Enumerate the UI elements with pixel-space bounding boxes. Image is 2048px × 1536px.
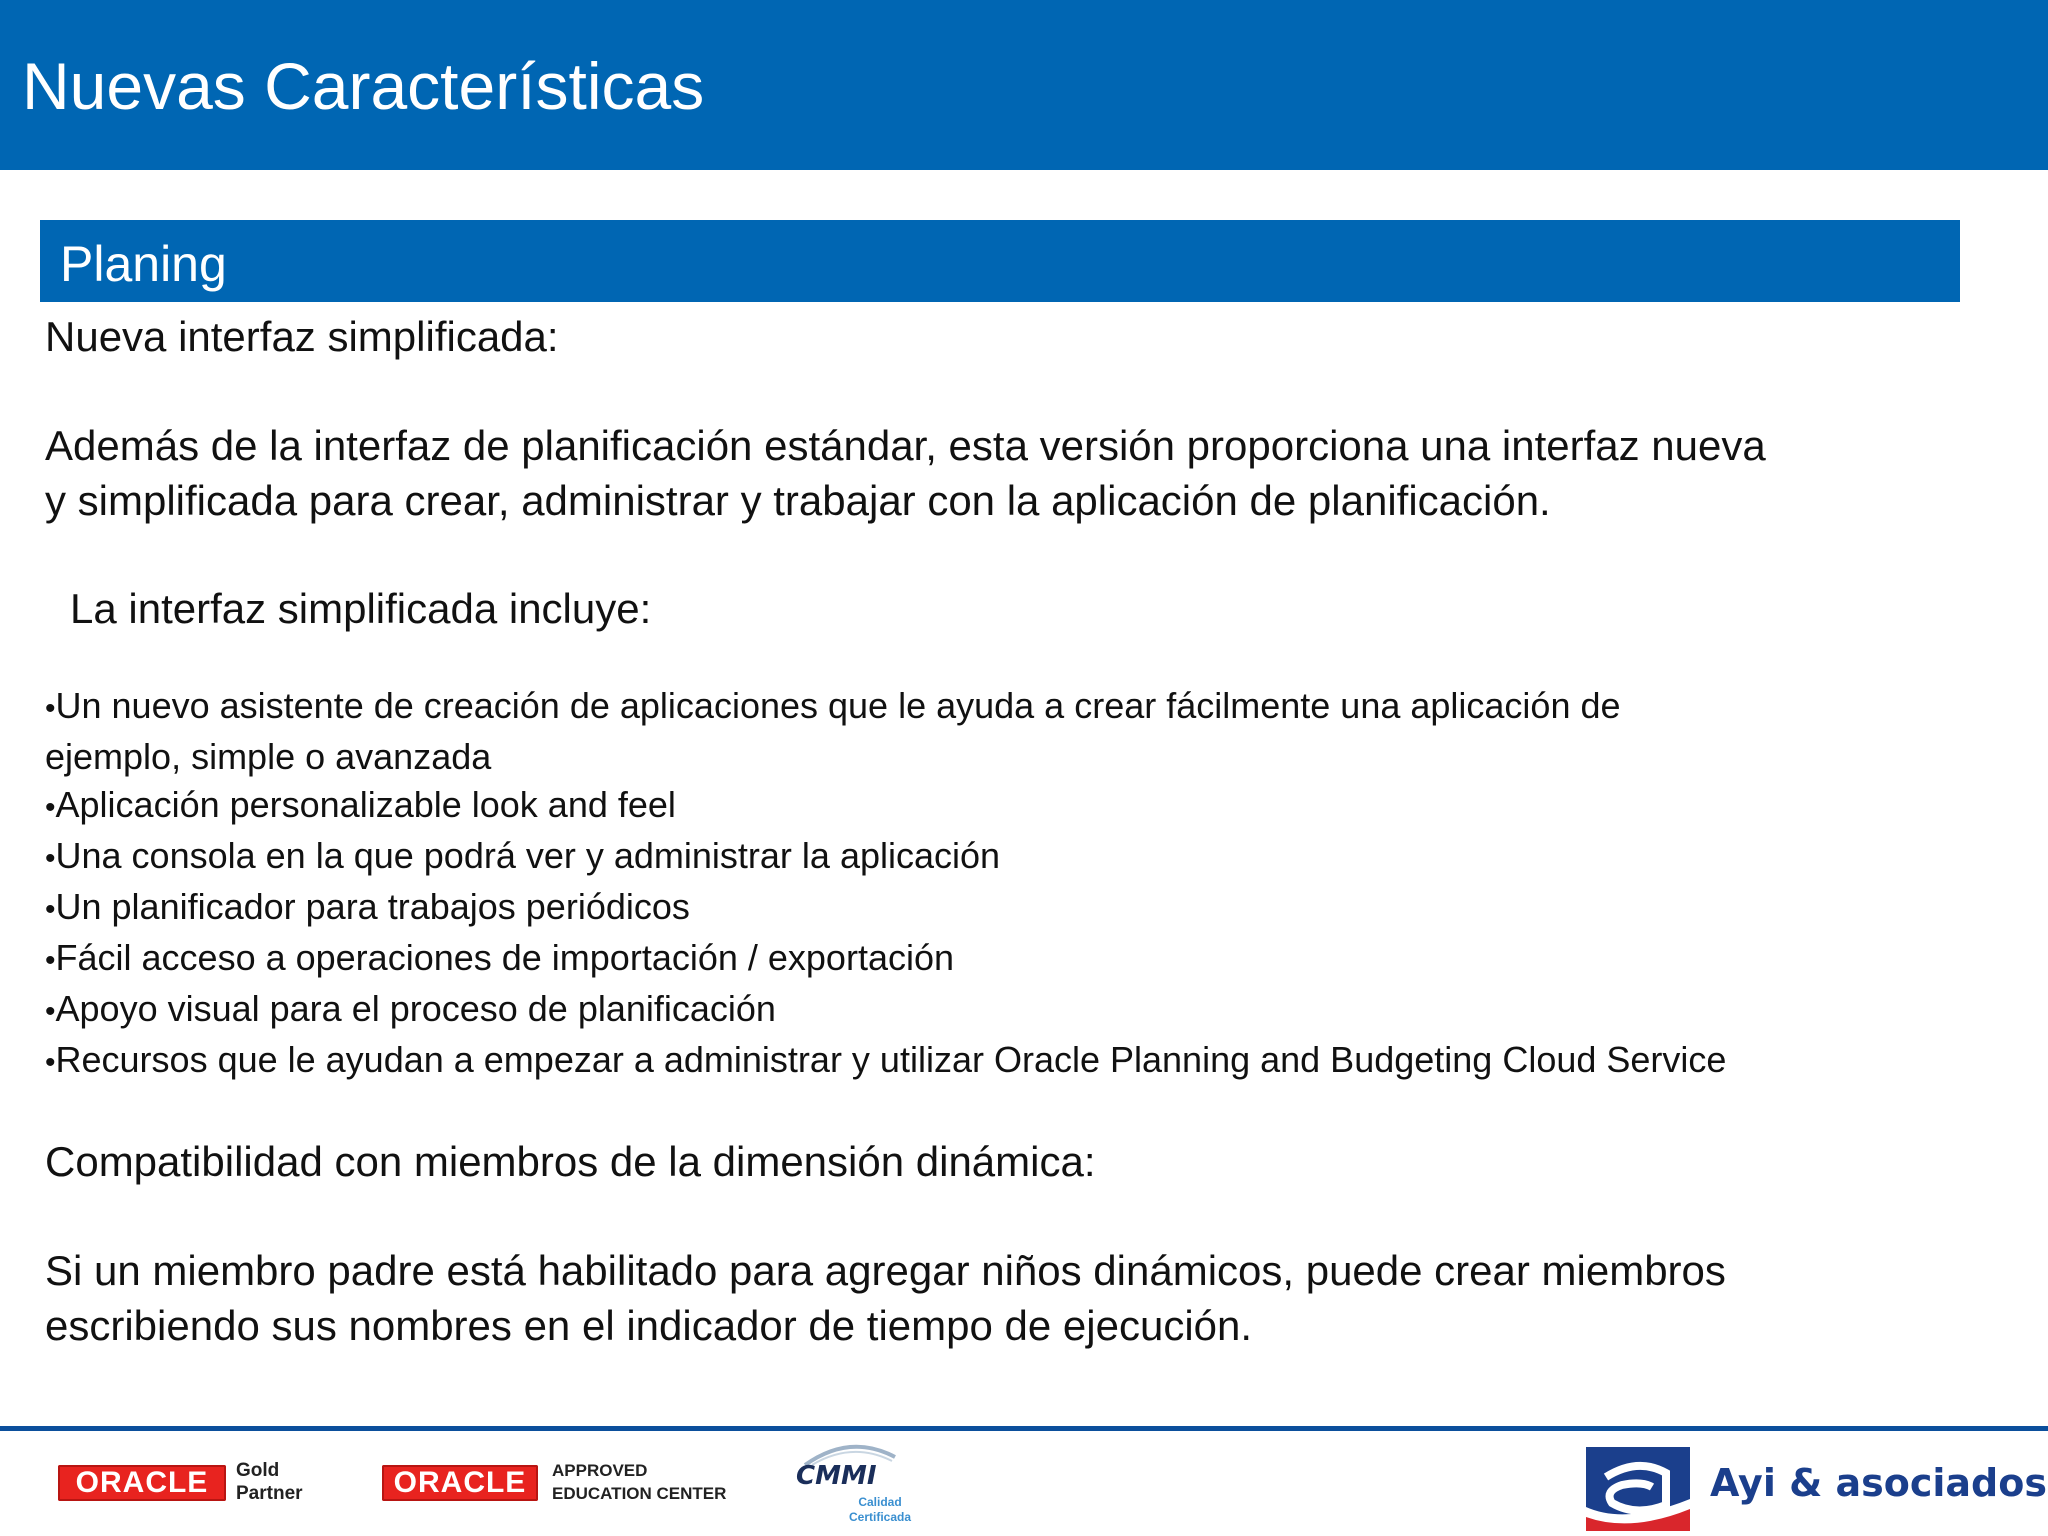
heading-dynamic-members: Compatibilidad con miembros de la dimensión dinámica: — [45, 1138, 1096, 1185]
footer — [0, 1431, 2048, 1536]
list-item-text: Un planificador para trabajos periódicos — [55, 886, 690, 927]
badge-gold-line2: Partner — [236, 1483, 303, 1504]
oracle-logo-education: ORACLE — [382, 1465, 538, 1501]
list-item-text: Recursos que le ayudan a empezar a administrar y utilizar Oracle Planning and Budgeting Cloud Service — [55, 1039, 1727, 1080]
slide-content — [45, 310, 1975, 1353]
cmmi-line2: Certificada — [848, 1510, 912, 1524]
list-item-text: Un nuevo asistente de creación de aplicaciones que le ayuda a crear fácilmente una aplicación de — [55, 685, 1621, 726]
paragraph-simplified-line2: y simplificada para crear, administrar y trabajar con la aplicación de planificación. — [45, 477, 1551, 524]
list-item — [45, 781, 1975, 832]
subheading-includes: La interfaz simplificada incluye: — [70, 585, 652, 632]
list-item — [45, 985, 1975, 1036]
bullet-icon: • — [45, 1046, 56, 1079]
cmmi-logo: CMMI — [796, 1461, 877, 1491]
page-title: Nuevas Características — [22, 49, 705, 123]
badge-education-line2: EDUCATION CENTER — [552, 1484, 727, 1503]
oracle-logo-gold: ORACLE — [58, 1465, 226, 1501]
list-item-text: Una consola en la que podrá ver y administrar la aplicación — [55, 835, 1001, 876]
bullet-icon: • — [45, 944, 56, 977]
list-item — [45, 832, 1975, 883]
bullet-icon: • — [45, 791, 56, 824]
bullet-icon: • — [45, 995, 56, 1028]
list-item — [45, 934, 1975, 985]
ayi-logo-icon — [1586, 1447, 1690, 1531]
paragraph-dynamic-line1: Si un miembro padre está habilitado para agregar niños dinámicos, puede crear miembros — [45, 1247, 1726, 1294]
bullet-icon: • — [45, 692, 56, 725]
heading-simplified-interface: Nueva interfaz simplificada: — [45, 313, 559, 360]
paragraph-simplified-line1: Además de la interfaz de planificación estándar, esta versión proporciona una interfaz nueva — [45, 422, 1766, 469]
list-item — [45, 682, 1975, 781]
list-item-text-cont: ejemplo, simple o avanzada — [45, 736, 492, 777]
badge-gold-line1: Gold — [236, 1460, 280, 1481]
list-item-text: Aplicación personalizable look and feel — [55, 784, 676, 825]
section-title: Planing — [60, 236, 227, 292]
company-name: Ayi & asociados — [1710, 1461, 2047, 1505]
list-item-text: Apoyo visual para el proceso de planificación — [55, 988, 776, 1029]
bullet-icon: • — [45, 842, 56, 875]
feature-list — [45, 682, 1975, 1087]
bullet-icon: • — [45, 893, 56, 926]
header-bar — [0, 0, 2048, 170]
list-item — [45, 1036, 1975, 1087]
list-item-text: Fácil acceso a operaciones de importación / exportación — [55, 937, 955, 978]
list-item — [45, 883, 1975, 934]
paragraph-dynamic-line2: escribiendo sus nombres en el indicador de tiempo de ejecución. — [45, 1302, 1253, 1349]
cmmi-line1: Calidad — [858, 1495, 902, 1509]
badge-education-line1: APPROVED — [552, 1461, 648, 1480]
section-bar — [40, 220, 1960, 302]
